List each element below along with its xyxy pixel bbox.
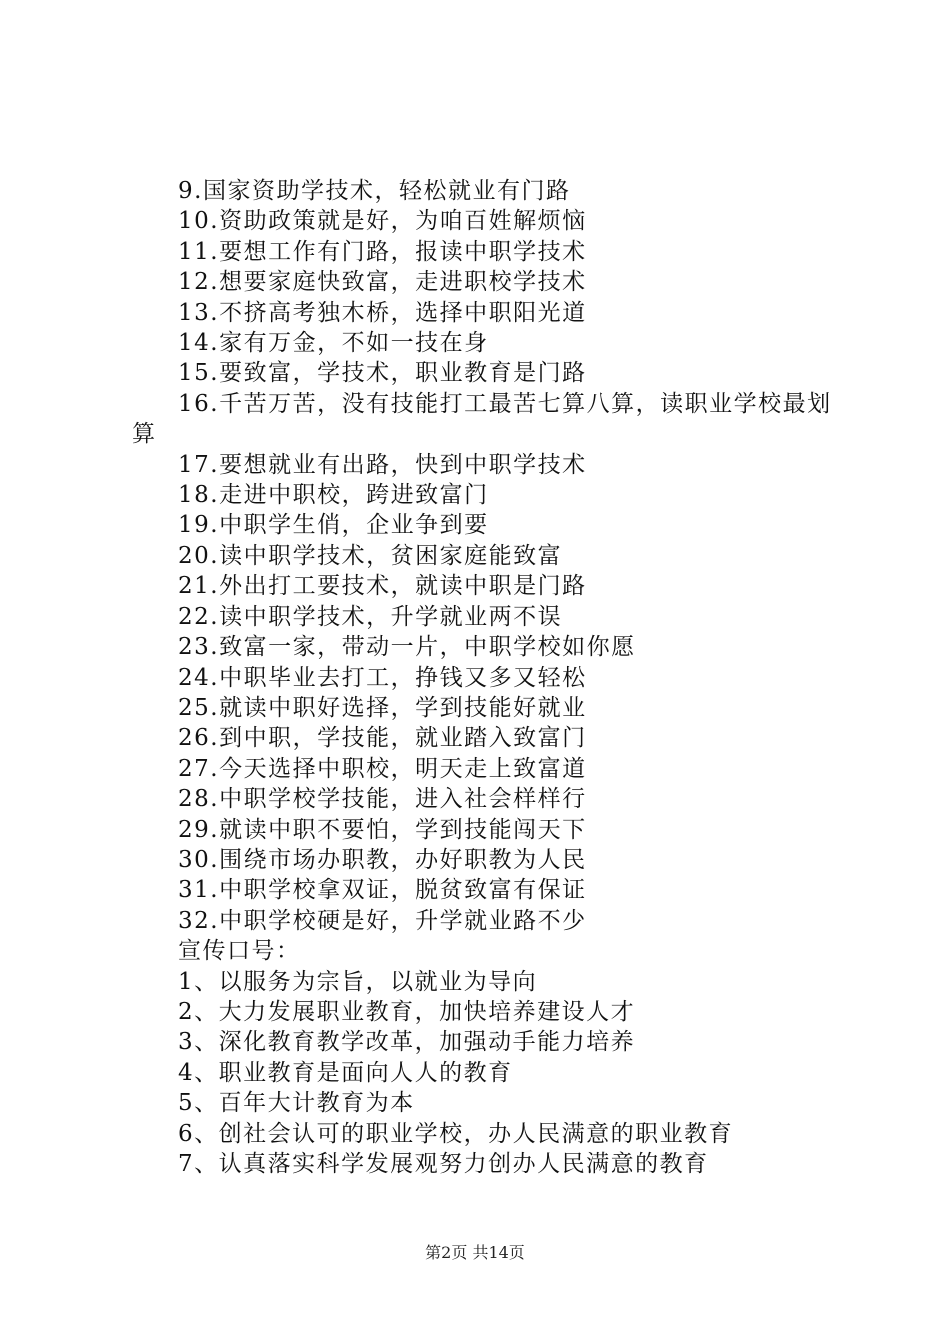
section-heading: 宣传口号： <box>178 938 301 965</box>
slogan-line-20: 20.读中职学技术，贫困家庭能致富 <box>178 542 563 569</box>
slogan-line-9: 9.国家资助学技术，轻松就业有门路 <box>178 178 571 204</box>
slogan-item-1: 1、以服务为宗旨，以就业为导向 <box>178 968 538 995</box>
slogan-line-10: 10.资助政策就是好，为咱百姓解烦恼 <box>178 208 587 235</box>
slogan-line-12: 12.想要家庭快致富，走进职校学技术 <box>178 269 587 296</box>
slogan-line-22: 22.读中职学技术，升学就业两不误 <box>178 603 563 630</box>
slogan-line-15: 15.要致富，学技术，职业教育是门路 <box>178 360 587 387</box>
slogan-line-26: 26.到中职，学技能，就业踏入致富门 <box>178 725 587 752</box>
slogan-line-18: 18.走进中职校，跨进致富门 <box>178 482 489 509</box>
slogan-item-3: 3、深化教育教学改革，加强动手能力培养 <box>178 1029 636 1056</box>
slogan-line-28: 28.中职学校学技能，进入社会样样行 <box>178 786 587 813</box>
slogan-item-7: 7、认真落实科学发展观努力创办人民满意的教育 <box>178 1151 709 1177</box>
slogan-line-23: 23.致富一家，带动一片，中职学校如你愿 <box>178 634 636 661</box>
slogan-item-4: 4、职业教育是面向人人的教育 <box>178 1059 513 1086</box>
slogan-line-30: 30.围绕市场办职教，办好职教为人民 <box>178 846 587 873</box>
slogan-line-16: 16.千苦万苦，没有技能打工最苦七算八算，读职业学校最划算 <box>132 390 832 448</box>
slogan-item-2: 2、大力发展职业教育，加快培养建设人才 <box>178 998 636 1025</box>
slogan-line-24: 24.中职毕业去打工，挣钱又多又轻松 <box>178 664 587 691</box>
slogan-line-21: 21.外出打工要技术，就读中职是门路 <box>178 573 587 600</box>
slogan-line-31: 31.中职学校拿双证，脱贫致富有保证 <box>178 877 587 904</box>
slogan-line-27: 27.今天选择中职校，明天走上致富道 <box>178 755 587 782</box>
slogan-line-11: 11.要想工作有门路，报读中职学技术 <box>178 238 587 265</box>
slogan-line-29: 29.就读中职不要怕，学到技能闯天下 <box>178 816 587 843</box>
document-body <box>132 176 832 1179</box>
slogan-line-32: 32.中职学校硬是好，升学就业路不少 <box>178 907 587 934</box>
slogan-line-14: 14.家有万金，不如一技在身 <box>178 330 489 357</box>
slogan-item-6: 6、创社会认可的职业学校，办人民满意的职业教育 <box>178 1120 734 1147</box>
slogan-line-17: 17.要想就业有出路，快到中职学技术 <box>178 451 587 478</box>
slogan-line-13: 13.不挤高考独木桥，选择中职阳光道 <box>178 299 587 326</box>
slogan-line-25: 25.就读中职好选择，学到技能好就业 <box>178 694 587 721</box>
slogan-item-5: 5、百年大计教育为本 <box>178 1090 415 1117</box>
slogan-line-19: 19.中职学生俏，企业争到要 <box>178 512 489 539</box>
page-number-footer: 第2页 共14页 <box>425 1243 525 1262</box>
